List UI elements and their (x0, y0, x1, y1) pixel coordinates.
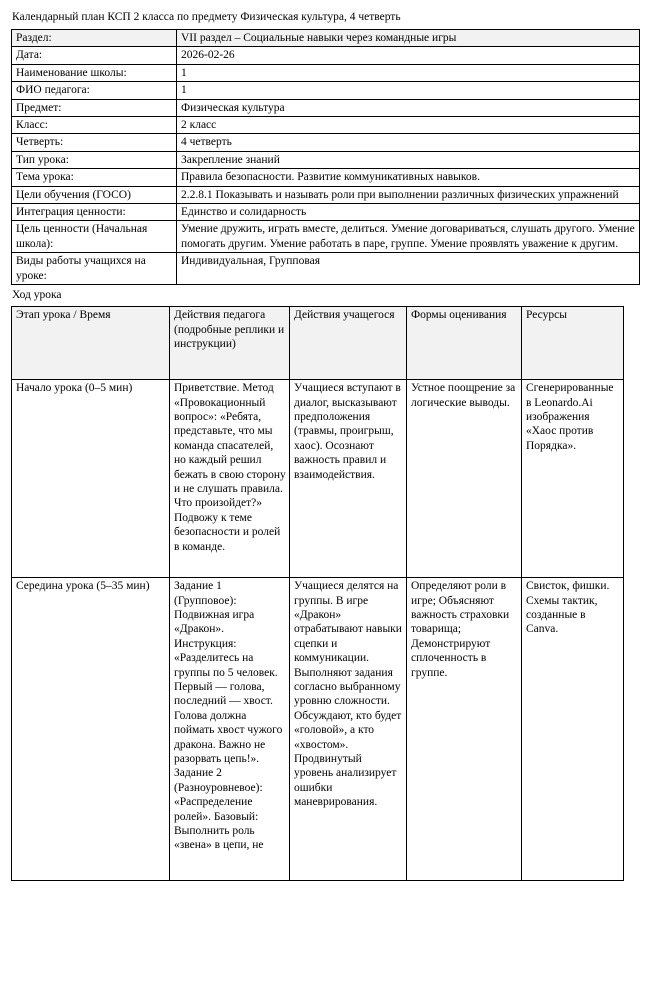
table-row (12, 221, 640, 253)
table-row (12, 47, 640, 64)
info-label: Наименование школы: (12, 64, 177, 81)
info-label: Дата: (12, 47, 177, 64)
table-row (12, 64, 640, 81)
info-value: VII раздел – Социальные навыки через командные игры (177, 30, 640, 47)
info-value: 4 четверть (177, 134, 640, 151)
column-header-stage: Этап урока / Время (12, 307, 170, 380)
info-label: Тема урока: (12, 169, 177, 186)
cell-assessment: Устное поощрение за логические выводы. (407, 380, 522, 578)
cell-stage: Начало урока (0–5 мин) (12, 380, 170, 578)
info-value: Единство и солидарность (177, 204, 640, 221)
lesson-flow-table (11, 306, 624, 881)
info-label: ФИО педагога: (12, 82, 177, 99)
cell-student-actions: Учащиеся вступают в диалог, высказывают предположения (травмы, проигрыш, хаос). Осознают важность правил и взаимодействия. (290, 380, 407, 578)
table-row (12, 99, 640, 116)
info-value: 1 (177, 82, 640, 99)
cell-teacher-actions: Приветствие. Метод «Провокационный вопрос»: «Ребята, представьте, что мы команда спасателей, но каждый решил бежать в свою сторону и не слушать правила. Что произойдет?» Подвожу к теме безопасности и ролей в команде. (170, 380, 290, 578)
table-row (12, 117, 640, 134)
column-header-assessment-forms: Формы оценивания (407, 307, 522, 380)
info-label: Четверть: (12, 134, 177, 151)
column-header-teacher-actions: Действия педагога (подробные реплики и инструкции) (170, 307, 290, 380)
table-row (12, 380, 624, 578)
info-value: Умение дружить, играть вместе, делиться. Умение договариваться, слушать другого. Умение помогать другим. Умение работать в паре, группе. Умение проявлять уважение к другим. (177, 221, 640, 253)
column-header-student-actions: Действия учащегося (290, 307, 407, 380)
table-row (12, 578, 624, 881)
lesson-table-body (12, 380, 624, 881)
page-title: Календарный план КСП 2 класса по предмету Физическая культура, 4 четверть (12, 11, 401, 23)
column-header-resources: Ресурсы (522, 307, 624, 380)
table-row (12, 82, 640, 99)
cell-resources: Сгенерированные в Leonardo.Ai изображения «Хаос против Порядка». (522, 380, 624, 578)
info-value: 1 (177, 64, 640, 81)
cell-stage: Середина урока (5–35 мин) (12, 578, 170, 881)
info-label: Раздел: (12, 30, 177, 47)
info-value: 2026-02-26 (177, 47, 640, 64)
info-value: Закрепление знаний (177, 151, 640, 168)
info-value: Индивидуальная, Групповая (177, 253, 640, 285)
lesson-info-table (11, 29, 640, 285)
cell-resources: Свисток, фишки. Схемы тактик, созданные в Canva. (522, 578, 624, 881)
info-value: 2 класс (177, 117, 640, 134)
info-label: Цель ценности (Начальная школа): (12, 221, 177, 253)
table-row (12, 186, 640, 203)
info-label: Класс: (12, 117, 177, 134)
info-label: Цели обучения (ГОСО) (12, 186, 177, 203)
table-row (12, 30, 640, 47)
info-value: 2.2.8.1 Показывать и называть роли при выполнении различных физических упражнений (177, 186, 640, 203)
table-row (12, 134, 640, 151)
table-row (12, 151, 640, 168)
table-row (12, 204, 640, 221)
lesson-table-head (12, 307, 624, 380)
info-table-body (12, 30, 640, 285)
info-value: Физическая культура (177, 99, 640, 116)
cell-assessment: Определяют роли в игре; Объясняют важность страховки товарища; Демонстрируют сплоченность в группе. (407, 578, 522, 881)
info-label: Интеграция ценности: (12, 204, 177, 221)
info-label: Виды работы учащихся на уроке: (12, 253, 177, 285)
info-value: Правила безопасности. Развитие коммуникативных навыков. (177, 169, 640, 186)
info-label: Тип урока: (12, 151, 177, 168)
info-label: Предмет: (12, 99, 177, 116)
cell-teacher-actions: Задание 1 (Групповое): Подвижная игра «Дракон». Инструкция: «Разделитесь на группы по 5 человек. Первый — голова, последний — хвост. Голова должна поймать хвост чужого дракона. Важно не разорвать цепь!». Задание 2 (Разноуровневое): «Распределение ролей». Базовый: Выполнить роль «звена» в цепи, не (170, 578, 290, 881)
cell-student-actions: Учащиеся делятся на группы. В игре «Дракон» отрабатывают навыки сцепки и коммуникации. Выполняют задания согласно выбранному уровню сложности. Обсуждают, кто будет «головой», а кто «хвостом». Продвинутый уровень анализирует ошибки маневрирования. (290, 578, 407, 881)
section-label-lesson-flow: Ход урока (12, 289, 62, 302)
table-row (12, 169, 640, 186)
table-row (12, 253, 640, 285)
table-header-row (12, 307, 624, 380)
